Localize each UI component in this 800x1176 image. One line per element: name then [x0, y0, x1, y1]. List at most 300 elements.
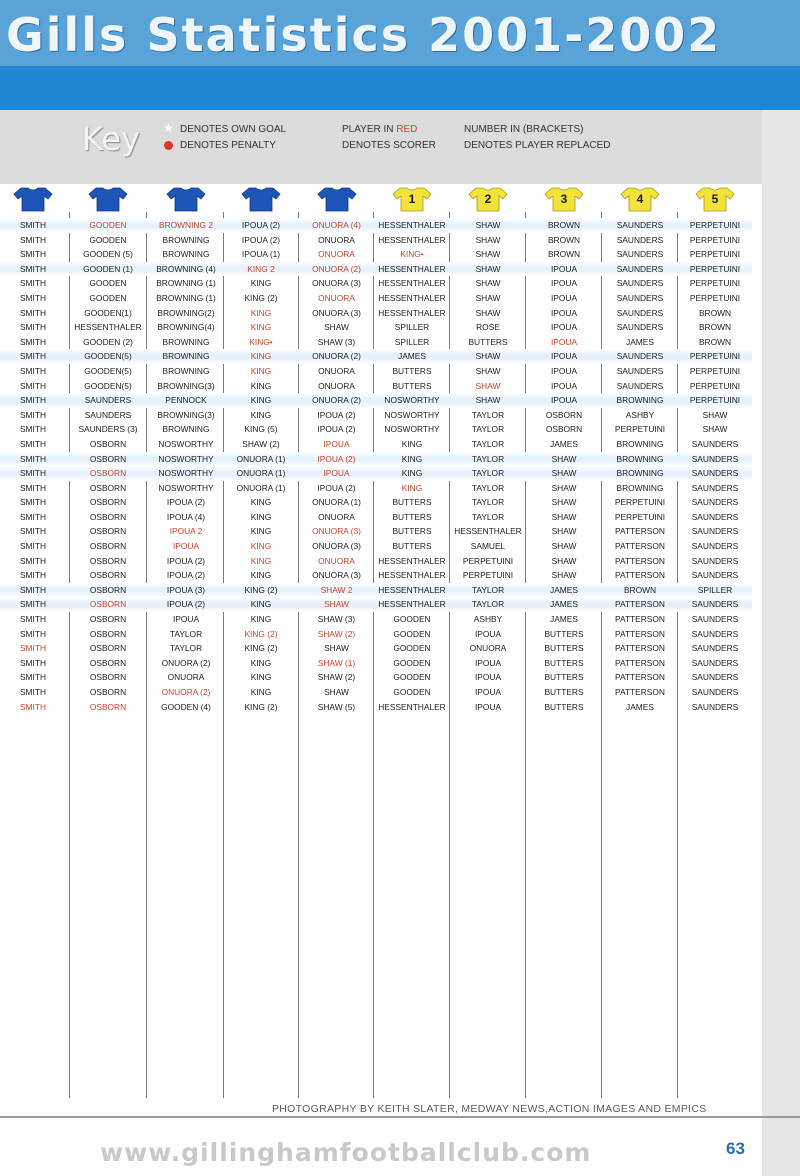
- table-cell: GOODEN: [393, 672, 431, 683]
- table-cell: SAUNDERS: [616, 365, 664, 376]
- table-cell: NOSWORTHY: [158, 453, 214, 464]
- table-cell: TAYLOR: [471, 511, 505, 522]
- table-cell: GOODEN: [393, 657, 431, 668]
- table-cell: SMITH: [19, 336, 47, 347]
- table-cell: NOSWORTHY: [158, 438, 214, 449]
- table-cell: IPOUA (2): [241, 220, 281, 230]
- table-cell: SMITH: [19, 687, 47, 697]
- table-row: [0, 583, 752, 598]
- table-cell: SMITH: [19, 497, 47, 508]
- table-cell: KING: [250, 570, 272, 581]
- table-row: [0, 335, 752, 350]
- table-cell: SPILLER: [394, 336, 430, 347]
- table-row: [0, 510, 752, 525]
- table-cell: SHAW (5): [317, 701, 356, 712]
- table-row: [0, 320, 752, 335]
- table-cell: PERPETUINI: [689, 292, 741, 303]
- table-cell: SMITH: [19, 628, 47, 639]
- table-cell: BROWN: [698, 336, 732, 347]
- table-cell: SMITH: [19, 672, 47, 683]
- table-cell: GOODEN(5): [84, 380, 132, 391]
- table-cell: PATTERSON: [615, 599, 665, 610]
- table-cell: BROWNING: [162, 351, 210, 362]
- table-cell: OSBORN: [89, 643, 127, 654]
- table-cell: SHAW: [551, 511, 577, 522]
- table-cell: SPILLER: [697, 584, 733, 595]
- table-cell: SHAW 2: [320, 584, 353, 595]
- table-cell: HESSENTHALER: [454, 526, 522, 537]
- table-cell: KING: [250, 322, 272, 333]
- table-cell: SAUNDERS: [691, 701, 739, 712]
- stats-table: [0, 218, 752, 714]
- table-cell: OSBORN: [89, 453, 127, 464]
- table-cell: SHAW: [702, 424, 728, 435]
- table-row: [0, 452, 752, 467]
- table-cell: ASHBY: [473, 614, 503, 625]
- table-cell: SAUNDERS: [616, 220, 664, 230]
- table-cell: IPOUA (4): [166, 511, 206, 522]
- table-cell: OSBORN: [89, 570, 127, 581]
- table-cell: SAUNDERS: [691, 599, 739, 610]
- table-cell: SMITH: [19, 570, 47, 581]
- table-cell: BUTTERS: [392, 497, 432, 508]
- table-cell: SAUNDERS: [616, 234, 664, 245]
- table-cell: SHAW: [324, 322, 349, 333]
- table-cell: SMITH: [19, 511, 47, 522]
- table-cell: HESSENTHALER: [378, 292, 446, 303]
- table-cell: ONUORA (1): [312, 497, 361, 508]
- key-title: Key: [82, 120, 141, 158]
- table-cell: SAUNDERS: [691, 511, 739, 522]
- table-cell: SMITH: [19, 365, 47, 376]
- table-cell: ASHBY: [625, 409, 655, 420]
- table-cell: PERPETUINI: [689, 263, 741, 274]
- table-cell: ONUORA (3): [312, 278, 361, 289]
- table-cell: HESSENTHALER: [378, 278, 446, 289]
- shirt-number: 4: [636, 192, 644, 206]
- table-cell: PERPETUINI: [689, 380, 741, 391]
- table-row: [0, 524, 752, 539]
- table-cell: ONUORA: [469, 643, 507, 654]
- table-cell: SAUNDERS: [691, 643, 739, 654]
- table-cell: ONUORA: [318, 555, 355, 566]
- shirt-icon: [13, 186, 53, 212]
- table-cell: IPOUA: [550, 278, 578, 289]
- table-cell: IPOUA: [474, 701, 502, 712]
- table-cell: GOODEN: [89, 220, 127, 230]
- table-cell: ONUORA (2): [161, 657, 211, 668]
- table-cell: ONUORA (4): [312, 220, 361, 230]
- table-cell: PATTERSON: [615, 541, 665, 552]
- table-cell: TAYLOR: [471, 453, 505, 464]
- table-cell: KING (2): [244, 584, 278, 595]
- table-cell: BUTTERS: [544, 657, 584, 668]
- table-cell: OSBORN: [89, 511, 127, 522]
- table-cell: ONUORA (2): [312, 263, 361, 274]
- table-cell: KING•: [400, 249, 424, 260]
- table-cell: SMITH: [19, 263, 47, 274]
- table-cell: SMITH: [19, 614, 47, 625]
- table-cell: ONUORA: [318, 292, 355, 303]
- table-cell: IPOUA (2): [166, 555, 206, 566]
- table-cell: SHAW: [551, 541, 577, 552]
- table-cell: KING: [250, 599, 272, 610]
- shirt-number: 3: [560, 192, 568, 206]
- table-cell: OSBORN: [89, 599, 127, 610]
- table-cell: BROWNING 2: [159, 220, 213, 230]
- table-cell: IPOUA: [323, 468, 350, 479]
- table-cell: SAUNDERS: [691, 453, 739, 464]
- table-cell: SHAW: [324, 643, 349, 654]
- table-cell: BUTTERS: [544, 687, 584, 697]
- table-cell: SHAW: [475, 307, 501, 318]
- table-cell: GOODEN (4): [161, 701, 211, 712]
- table-cell: IPOUA (2): [241, 234, 281, 245]
- table-cell: ONUORA: [318, 511, 355, 522]
- table-cell: HESSENTHALER: [74, 322, 142, 333]
- table-cell: IPOUA: [550, 351, 578, 362]
- star-icon: ★: [163, 121, 174, 135]
- table-row: [0, 247, 752, 262]
- table-cell: BUTTERS: [392, 380, 432, 391]
- table-cell: BROWNING(2): [157, 307, 215, 318]
- table-cell: NOSWORTHY: [158, 468, 214, 479]
- table-cell: KING: [250, 687, 272, 697]
- table-cell: SAUNDERS: [691, 687, 739, 697]
- table-cell: HESSENTHALER: [378, 555, 446, 566]
- table-cell: BROWN: [547, 249, 581, 260]
- table-cell: BUTTERS: [468, 336, 508, 347]
- table-row: [0, 291, 752, 306]
- table-cell: SHAW (3): [317, 336, 356, 347]
- table-cell: ONUORA (2): [312, 395, 361, 406]
- table-cell: PATTERSON: [615, 555, 665, 566]
- table-cell: SHAW: [475, 351, 501, 362]
- table-cell: SHAW: [475, 292, 501, 303]
- table-cell: BROWNING(3): [157, 409, 215, 420]
- table-cell: OSBORN: [89, 614, 127, 625]
- table-cell: BROWNING: [162, 234, 210, 245]
- table-cell: KING: [250, 497, 272, 508]
- key-player-in-red: [342, 124, 417, 135]
- table-cell: TAYLOR: [471, 409, 505, 420]
- table-cell: IPOUA: [550, 380, 578, 391]
- table-cell: TAYLOR: [169, 643, 203, 654]
- shirt-icon: [88, 186, 128, 212]
- table-cell: BROWNING (1): [156, 292, 216, 303]
- table-cell: GOODEN(5): [84, 365, 132, 376]
- table-cell: IPOUA (2): [317, 453, 356, 464]
- table-cell: KING•: [249, 336, 273, 347]
- table-cell: JAMES: [550, 599, 578, 610]
- table-cell: TAYLOR: [471, 584, 505, 595]
- table-cell: GOODEN: [89, 292, 127, 303]
- table-cell: ONUORA (2): [312, 351, 361, 362]
- table-cell: ROSE: [476, 322, 500, 333]
- table-cell: BROWNING: [162, 249, 210, 260]
- table-cell: PERPETUINI: [689, 220, 741, 230]
- penalty-dot-icon: [164, 141, 173, 150]
- table-cell: KING: [250, 526, 272, 537]
- table-cell: SMITH: [19, 453, 47, 464]
- table-cell: SMITH: [19, 584, 47, 595]
- table-cell: ONUORA (1): [236, 453, 286, 464]
- table-cell: PATTERSON: [615, 687, 665, 697]
- table-cell: PERPETUINI: [689, 249, 741, 260]
- table-cell: SAUNDERS: [616, 351, 664, 362]
- blue-band: [0, 66, 800, 110]
- table-cell: KING (2): [244, 628, 278, 639]
- table-cell: SAMUEL: [470, 541, 506, 552]
- table-cell: SAUNDERS: [691, 672, 739, 683]
- table-cell: IPOUA: [550, 336, 578, 347]
- table-cell: JAMES: [626, 336, 654, 347]
- table-cell: HESSENTHALER: [378, 220, 446, 230]
- table-cell: TAYLOR: [471, 482, 505, 493]
- table-row: [0, 349, 752, 364]
- table-cell: KING: [401, 453, 423, 464]
- table-cell: SMITH: [19, 220, 47, 230]
- table-cell: PATTERSON: [615, 657, 665, 668]
- table-cell: OSBORN: [545, 424, 583, 435]
- table-cell: IPOUA (2): [317, 482, 356, 493]
- table-cell: SAUNDERS: [616, 249, 664, 260]
- table-row: [0, 481, 752, 496]
- table-cell: BROWNING: [616, 482, 664, 493]
- table-row: [0, 700, 752, 715]
- table-row: [0, 656, 752, 671]
- table-cell: IPOUA: [550, 395, 578, 406]
- table-cell: IPOUA (2): [166, 570, 206, 581]
- table-cell: GOODEN (2): [83, 336, 133, 347]
- table-cell: IPOUA: [550, 292, 578, 303]
- table-cell: BUTTERS: [392, 365, 432, 376]
- table-cell: KING: [250, 541, 272, 552]
- table-cell: KING: [401, 468, 423, 479]
- table-cell: SHAW: [475, 263, 501, 274]
- table-cell: IPOUA: [474, 672, 502, 683]
- table-row: [0, 262, 752, 277]
- table-cell: GOODEN: [393, 628, 431, 639]
- table-cell: TAYLOR: [471, 497, 505, 508]
- table-cell: PERPETUINI: [689, 365, 741, 376]
- table-cell: OSBORN: [89, 628, 127, 639]
- table-cell: KING (2): [244, 701, 278, 712]
- table-cell: BROWNING: [616, 438, 664, 449]
- table-cell: BROWNING: [162, 336, 210, 347]
- table-cell: SHAW: [475, 395, 501, 406]
- table-cell: KING: [250, 555, 272, 566]
- table-row: [0, 466, 752, 481]
- table-cell: SMITH: [19, 526, 47, 537]
- table-cell: ONUORA: [318, 365, 355, 376]
- table-cell: OSBORN: [89, 438, 127, 449]
- table-cell: SHAW: [324, 599, 349, 610]
- table-cell: OSBORN: [89, 541, 127, 552]
- key-number-brackets: NUMBER IN (BRACKETS): [464, 124, 584, 135]
- table-cell: SHAW: [551, 482, 577, 493]
- table-cell: TAYLOR: [169, 628, 203, 639]
- table-cell: GOODEN(1): [84, 307, 132, 318]
- key-player-replaced: DENOTES PLAYER REPLACED: [464, 140, 611, 151]
- table-cell: IPOUA: [474, 657, 502, 668]
- table-cell: SMITH: [19, 351, 47, 362]
- table-cell: IPOUA (2): [166, 599, 206, 610]
- table-cell: SHAW (2): [242, 438, 280, 449]
- table-cell: BROWN: [698, 307, 732, 318]
- table-cell: BROWNING: [616, 453, 664, 464]
- table-cell: ONUORA (3): [312, 526, 361, 537]
- table-row: [0, 379, 752, 394]
- table-cell: IPOUA (3): [166, 584, 206, 595]
- table-cell: GOODEN (5): [83, 249, 133, 260]
- table-cell: SAUNDERS: [616, 307, 664, 318]
- table-cell: ONUORA (3): [312, 307, 361, 318]
- table-cell: KING: [250, 307, 272, 318]
- table-cell: SMITH: [19, 395, 47, 406]
- table-cell: IPOUA (2): [166, 497, 206, 508]
- key-scorer: DENOTES SCORER: [342, 140, 436, 151]
- table-cell: BUTTERS: [544, 643, 584, 654]
- table-cell: ONUORA (1): [236, 468, 286, 479]
- table-cell: SMITH: [19, 643, 47, 654]
- table-row: [0, 568, 752, 583]
- table-cell: BROWNING (4): [156, 263, 216, 274]
- table-cell: SMITH: [19, 701, 47, 712]
- table-cell: SMITH: [19, 555, 47, 566]
- table-cell: SHAW: [551, 570, 577, 581]
- table-cell: GOODEN: [393, 614, 431, 625]
- table-cell: BROWN: [698, 322, 732, 333]
- key-player-in-prefix: PLAYER IN: [342, 124, 397, 135]
- table-cell: SAUNDERS (3): [78, 424, 138, 435]
- table-cell: SAUNDERS: [691, 570, 739, 581]
- table-cell: NOSWORTHY: [384, 424, 440, 435]
- table-cell: SMITH: [19, 438, 47, 449]
- table-cell: BROWN: [623, 584, 657, 595]
- table-cell: PERPETUINI: [689, 278, 741, 289]
- table-cell: IPOUA: [550, 263, 578, 274]
- table-cell: SMITH: [19, 482, 47, 493]
- table-cell: HESSENTHALER: [378, 599, 446, 610]
- table-cell: SAUNDERS: [616, 292, 664, 303]
- table-row: [0, 422, 752, 437]
- table-row: [0, 641, 752, 656]
- table-cell: SHAW: [475, 220, 501, 230]
- table-cell: SHAW: [475, 249, 501, 260]
- table-cell: KING: [250, 351, 272, 362]
- table-cell: SMITH: [19, 380, 47, 391]
- table-cell: HESSENTHALER: [378, 584, 446, 595]
- table-cell: OSBORN: [89, 526, 127, 537]
- table-cell: GOODEN: [393, 687, 431, 697]
- table-cell: ONUORA (2): [161, 687, 211, 697]
- table-cell: BROWNING: [616, 468, 664, 479]
- table-cell: BROWN: [547, 234, 581, 245]
- table-cell: BUTTERS: [544, 672, 584, 683]
- table-cell: PERPETUINI: [689, 351, 741, 362]
- table-cell: IPOUA (1): [241, 249, 281, 260]
- table-cell: SAUNDERS: [691, 438, 739, 449]
- table-cell: PATTERSON: [615, 526, 665, 537]
- table-cell: PERPETUINI: [614, 424, 666, 435]
- table-cell: SAUNDERS: [84, 395, 132, 406]
- table-cell: SMITH: [19, 322, 47, 333]
- table-cell: SHAW: [475, 380, 501, 391]
- table-cell: PATTERSON: [615, 628, 665, 639]
- page-title: Gills Statistics 2001-2002: [6, 8, 722, 62]
- table-row: [0, 554, 752, 569]
- table-cell: HESSENTHALER: [378, 307, 446, 318]
- table-cell: JAMES: [550, 584, 578, 595]
- table-row: [0, 276, 752, 291]
- table-cell: PERPETUINI: [614, 511, 666, 522]
- table-cell: SMITH: [19, 468, 47, 479]
- table-cell: HESSENTHALER: [378, 570, 446, 581]
- shirt-icon: [317, 186, 357, 212]
- table-cell: KING (5): [244, 424, 278, 435]
- table-cell: SPILLER: [394, 322, 430, 333]
- table-cell: KING: [250, 365, 272, 376]
- table-cell: IPOUA (2): [317, 424, 356, 435]
- table-row: [0, 233, 752, 248]
- page-number: 63: [726, 1139, 745, 1158]
- table-cell: KING: [401, 438, 423, 449]
- table-cell: SAUNDERS: [691, 497, 739, 508]
- table-cell: KING: [250, 409, 272, 420]
- table-cell: SMITH: [19, 424, 47, 435]
- table-cell: OSBORN: [89, 584, 127, 595]
- table-cell: OSBORN: [89, 555, 127, 566]
- table-cell: SHAW: [475, 234, 501, 245]
- table-cell: SHAW: [475, 365, 501, 376]
- table-cell: KING: [250, 614, 272, 625]
- table-cell: TAYLOR: [471, 438, 505, 449]
- table-cell: KING: [250, 278, 272, 289]
- shirt-number: 2: [484, 192, 492, 206]
- table-cell: JAMES: [550, 614, 578, 625]
- table-cell: KING: [401, 482, 423, 493]
- table-cell: JAMES: [398, 351, 426, 362]
- table-cell: OSBORN: [89, 468, 127, 479]
- table-cell: SHAW: [475, 278, 501, 289]
- table-cell: SAUNDERS: [616, 278, 664, 289]
- table-cell: BUTTERS: [544, 628, 584, 639]
- table-cell: SHAW (1): [317, 657, 356, 668]
- table-cell: ONUORA: [318, 234, 355, 245]
- footer-divider: [0, 1116, 800, 1118]
- table-cell: PERPETUINI: [462, 570, 514, 581]
- shirt-icon: [166, 186, 206, 212]
- table-cell: HESSENTHALER: [378, 263, 446, 274]
- table-cell: SAUNDERS: [691, 482, 739, 493]
- table-cell: SHAW: [324, 687, 349, 697]
- table-cell: PERPETUINI: [689, 395, 741, 406]
- table-cell: OSBORN: [89, 672, 127, 683]
- table-cell: SAUNDERS: [691, 628, 739, 639]
- shirt-number: 5: [711, 192, 719, 206]
- table-cell: SHAW: [702, 409, 728, 420]
- table-cell: SAUNDERS: [691, 555, 739, 566]
- table-cell: SMITH: [19, 292, 47, 303]
- table-cell: NOSWORTHY: [384, 395, 440, 406]
- table-cell: SAUNDERS: [691, 614, 739, 625]
- table-cell: ONUORA: [167, 672, 205, 683]
- table-cell: SMITH: [19, 278, 47, 289]
- table-cell: SAUNDERS: [616, 380, 664, 391]
- table-cell: GOODEN (1): [83, 263, 133, 274]
- table-cell: SMITH: [19, 249, 47, 260]
